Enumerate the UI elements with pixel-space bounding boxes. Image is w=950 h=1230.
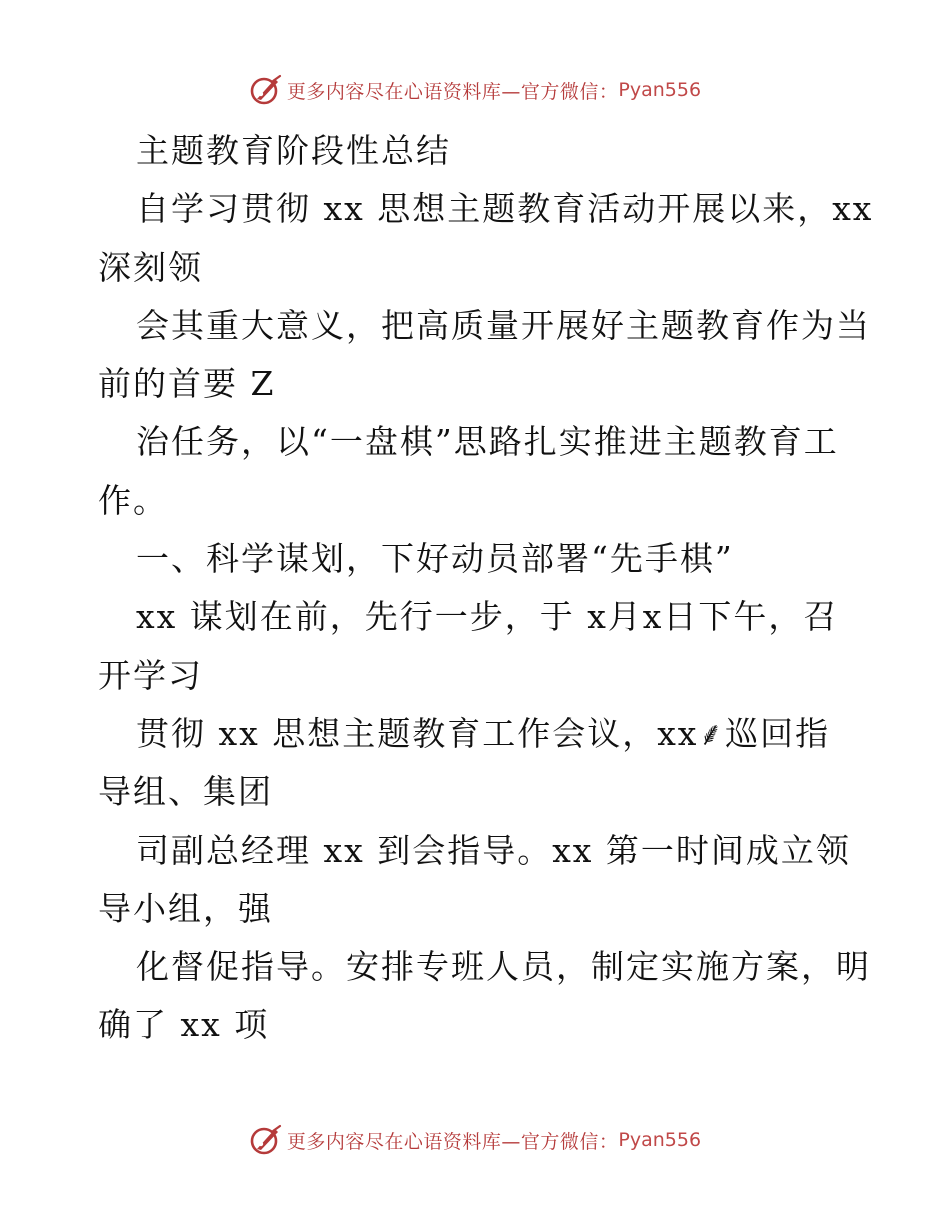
- text-line: 作。: [98, 480, 168, 520]
- text-line: 开学习: [98, 655, 203, 695]
- footer-watermark: [0, 1120, 950, 1160]
- watermark-wechat-id: Pyan556: [618, 1129, 702, 1151]
- quill-pen-circle-icon: [249, 73, 283, 107]
- text-line: 导组、集团: [98, 772, 273, 812]
- text-line: 司副总经理 xx 到会指导。xx 第一时间成立领: [136, 830, 851, 870]
- text-line: 一、科学谋划，下好动员部署“先手棋”: [136, 539, 734, 579]
- text-line: 贯彻 xx 思想主题教育工作会议，xx⸙巡回指: [136, 713, 831, 753]
- header-watermark: [0, 70, 950, 110]
- watermark-wechat-id: Pyan556: [618, 79, 702, 101]
- text-line: 会其重大意义，把高质量开展好主题教育作为当: [136, 305, 871, 345]
- text-line: 化督促指导。安排专班人员，制定实施方案，明: [136, 947, 871, 987]
- text-line: 前的首要 Z: [98, 364, 276, 404]
- text-line: xx 谋划在前，先行一步，于 x月x日下午，召: [136, 597, 839, 637]
- quill-pen-circle-icon: [249, 1123, 283, 1157]
- watermark-text: 更多内容尽在心语资料库—官方微信：: [286, 1130, 619, 1153]
- text-line: 主题教育阶段性总结: [136, 131, 451, 170]
- watermark-text: 更多内容尽在心语资料库—官方微信：: [286, 80, 619, 103]
- text-line: 确了 xx 项: [98, 1005, 270, 1045]
- document-body: [98, 122, 874, 1055]
- text-line: 导小组，强: [98, 888, 273, 928]
- text-line: 治任务，以“一盘棋”思路扎实推进主题教育工: [136, 422, 839, 462]
- text-line: 自学习贯彻 xx 思想主题教育活动开展以来，xx: [136, 189, 874, 229]
- text-line: 深刻领: [98, 247, 203, 287]
